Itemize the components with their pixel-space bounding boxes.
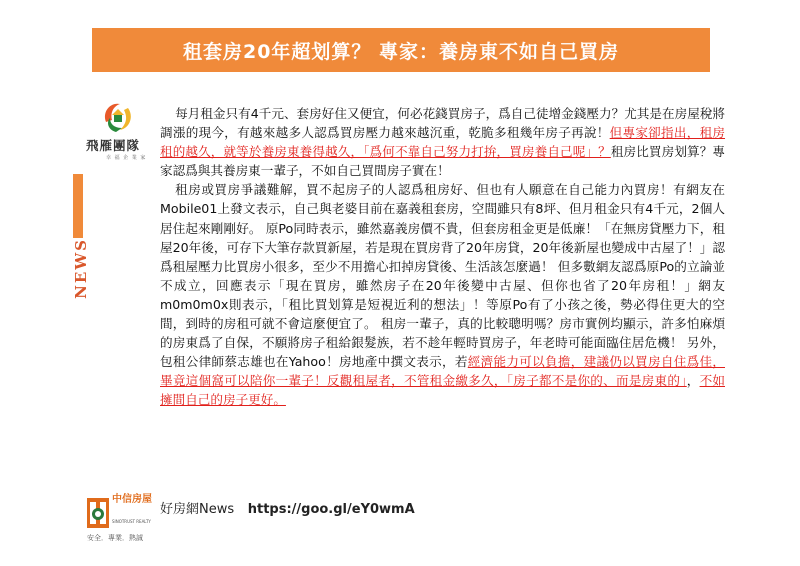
- sinotrust-mark-icon: [87, 494, 111, 530]
- highlighted-text: 經濟能力可以負擔，建議仍以買房自住爲佳，畢竟這個窩可以陪你一輩子！反觀租屋者，不管租金繳多久，「房子都不是你的、而是房東的」: [160, 354, 725, 389]
- highlighted-text: 不如擁間自己的房子更好。: [160, 373, 725, 408]
- bottom-brand-english: SINOTRUST REALTY: [112, 519, 151, 524]
- sinotrust-logo: [87, 494, 157, 544]
- bottom-brand-name: 中信房屋: [112, 494, 152, 505]
- title-banner: [92, 28, 710, 72]
- source-link[interactable]: https://goo.gl/eY0wmA: [247, 502, 415, 517]
- article-body: [160, 104, 725, 410]
- source-name: 好房網News: [160, 502, 235, 517]
- source-line: [160, 498, 415, 517]
- news-label: NEWS: [72, 238, 90, 299]
- article-text: 租房或買房爭議難解，買不起房子的人認爲租房好、但也有人願意在自己能力內買房！有網友在Mobile01上發文表示，自己與老婆目前在嘉義租套房，空間雖只有8坪、但月租金只有4千元，2個人居住起來剛剛好。 原Po同時表示，雖然嘉義房價不貴，但套房租金更是低廉！「在無房貸壓力下，租屋20年後，可存下大筆存款買新屋，若是現在買房背了20年房貸，20年後新屋也變成中古屋了！」認爲租屋壓力比買房小很多，至少不用擔心扣掉房貸後、生活該怎麼過！ 但多數網友認爲原Po的立論並不成立，回應表示「現在買房，雖然房子在20年後變中古屋、但你也省了20年房租！」網友m0m0m0x則表示，「租比買划算是短視近利的想法」！等原Po有了小孩之後，勢必得住更大的空間，到時的房租可就不會這麼便宜了。 租房一輩子，真的比較聰明嗎？房市實例均顯示，許多怕麻煩的房東爲了自保，不願將房子租給銀髮族，若不趁年輕時買房子，年老時可能面臨住居危機！ 另外，包租公律師蔡志雄也在Yahoo！房地產中撰文表示，若: [160, 182, 725, 370]
- article-paragraph-2: [160, 180, 725, 409]
- top-brand-name: 飛雁團隊: [86, 138, 141, 153]
- house-swirl-icon: [100, 100, 134, 134]
- article-text: 每月租金只有4千元、套房好住又便宜，何必花錢買房子，爲自己徒增金錢壓力？尤其是在房屋稅將調漲的現今，有越來越多人認爲買房壓力越來越沉重，乾脆多租幾年房子再說！: [160, 106, 725, 141]
- article-text: ，: [686, 373, 700, 389]
- article-text: 租房比買房划算？專家認爲與其養房東一輩子，不如自己買間房子實在！: [160, 144, 726, 179]
- highlighted-text: 但專家卻指出，租房租的越久，就等於養房東養得越久，「爲何不靠自己努力打拚，買房養自己呢」？: [160, 125, 726, 160]
- news-accent-bar: [73, 174, 83, 238]
- bottom-brand-slogan: 安全．專業．熱誠: [87, 534, 143, 542]
- top-brand-tagline: 幸 福 企 業 家: [106, 155, 147, 161]
- article-paragraph-1: [160, 104, 725, 180]
- page-title: 租套房20年超划算？ 專家：養房東不如自己買房: [182, 40, 620, 63]
- feiyan-team-logo: [86, 100, 156, 170]
